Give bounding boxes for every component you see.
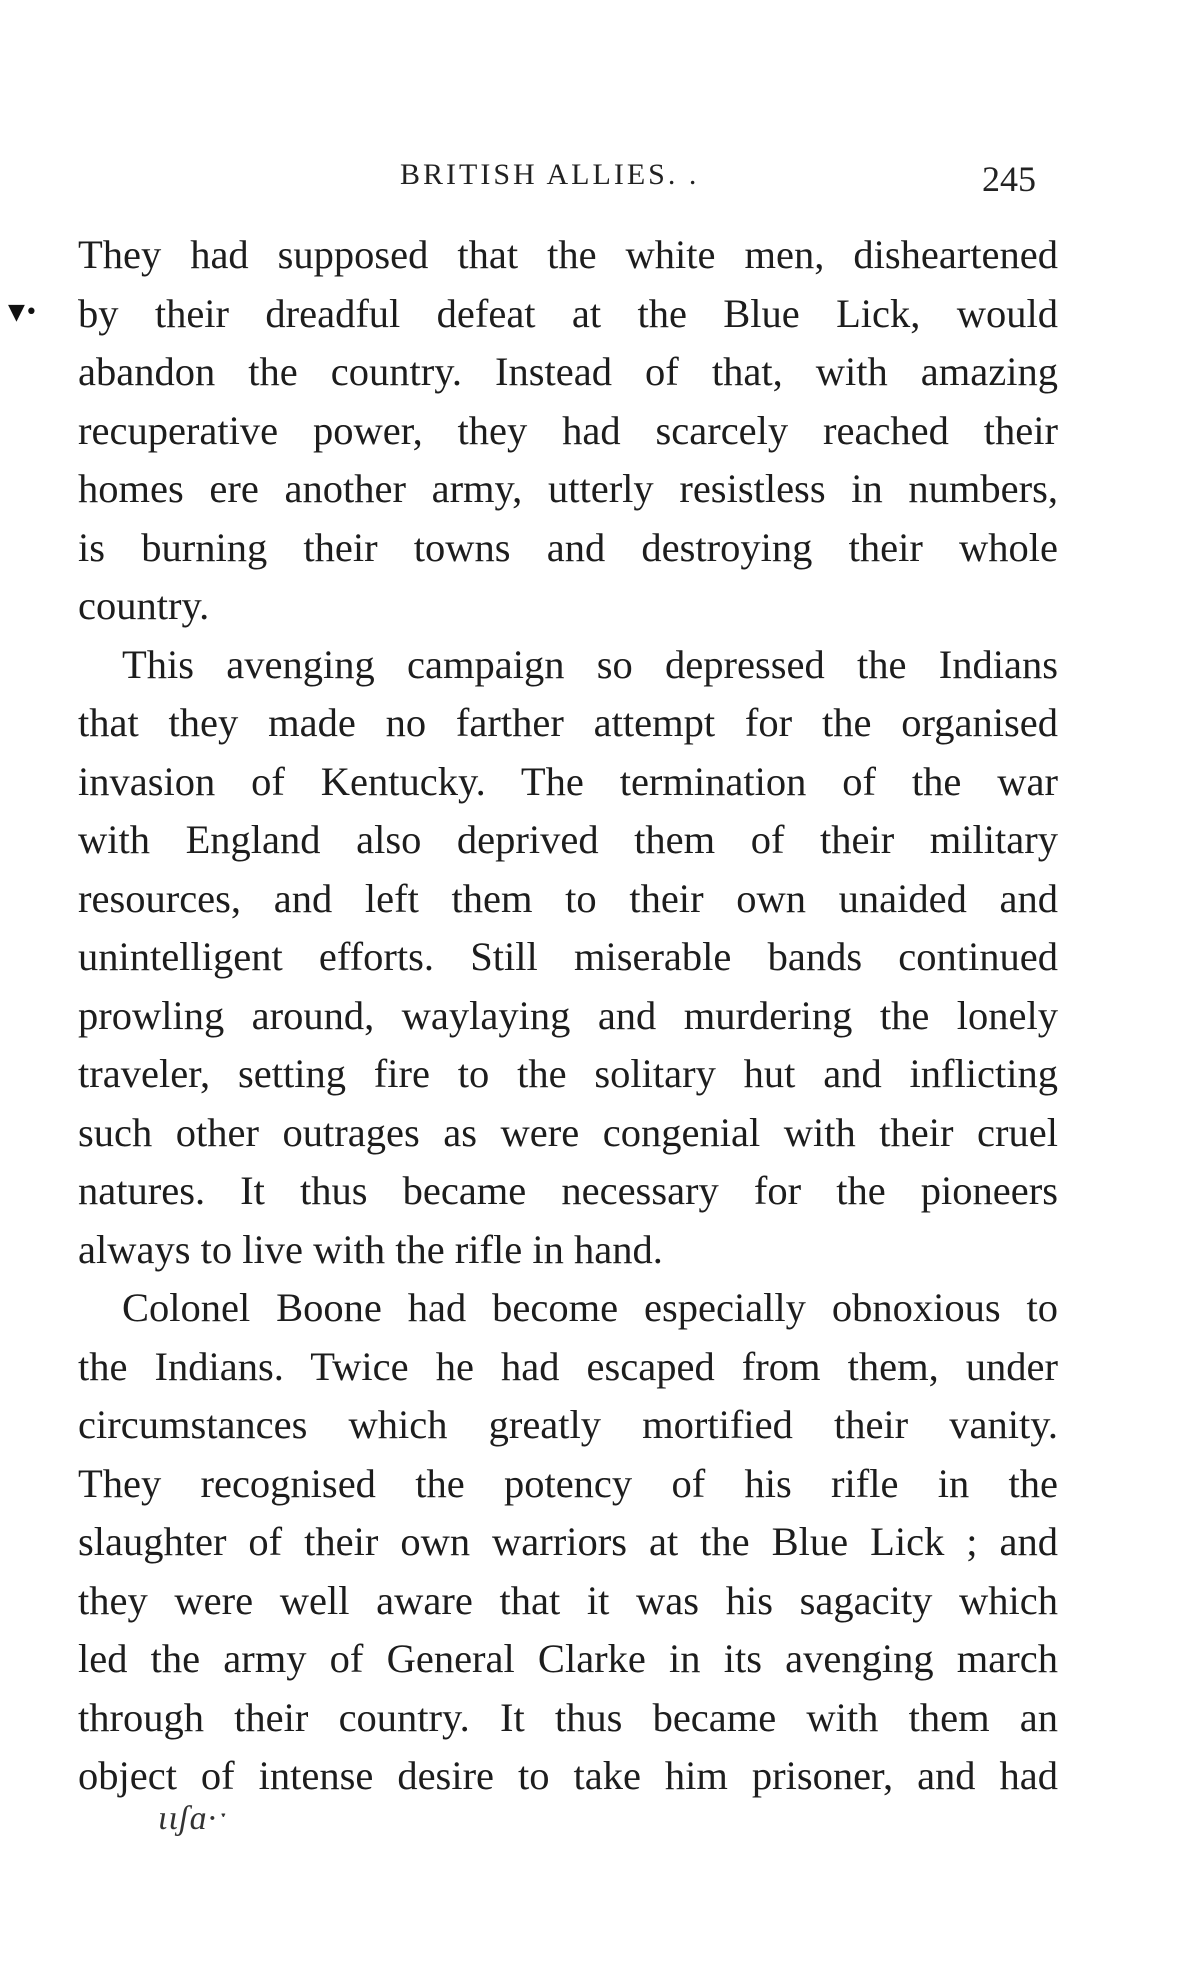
text-line: is burning their towns and destroying their whole	[78, 524, 1058, 570]
text-line: natures. It thus became necessary for the pioneers	[78, 1168, 1058, 1213]
paragraph-3	[78, 1279, 1058, 1806]
text-line: such other outrages as were congenial with their cruel	[78, 1109, 1058, 1155]
running-header	[78, 158, 1058, 208]
body-text	[78, 226, 1058, 1806]
running-title: BRITISH ALLIES. .	[400, 158, 700, 191]
text-line: homes ere another army, utterly resistless in numbers,	[78, 466, 1058, 511]
text-line: This avenging campaign so depressed the Indians	[122, 641, 1058, 687]
text-line: unintelligent efforts. Still miserable bands continued	[78, 934, 1058, 979]
text-line: that they made no farther attempt for the organised	[78, 700, 1058, 745]
text-line: object of intense desire to take him prisoner, and had	[78, 1753, 1058, 1798]
page-number: 245	[982, 159, 1036, 199]
text-line: always to live with the rifle in hand.	[78, 1226, 663, 1272]
text-line: the Indians. Twice he had escaped from them, under	[78, 1343, 1058, 1389]
text-line: by their dreadful defeat at the Blue Lick, would	[78, 290, 1058, 336]
text-line: circumstances which greatly mortified their vanity.	[78, 1402, 1058, 1447]
text-line: traveler, setting fire to the solitary hut and inflicting	[78, 1051, 1058, 1096]
text-line: they were well aware that it was his sagacity which	[78, 1577, 1058, 1623]
text-line: recuperative power, they had scarcely reached their	[78, 407, 1058, 453]
text-line: through their country. It thus became with them an	[78, 1694, 1058, 1740]
text-line: They recognised the potency of his rifle in the	[78, 1460, 1058, 1506]
text-line: abandon the country. Instead of that, with amazing	[78, 349, 1058, 394]
text-line: with England also deprived them of their military	[78, 817, 1058, 862]
text-line: country.	[78, 583, 210, 628]
text-line: They had supposed that the white men, disheartened	[78, 232, 1058, 277]
paragraph-1	[78, 226, 1058, 636]
text-line: slaughter of their own warriors at the Blue Lick ; and	[78, 1519, 1058, 1564]
text-line: invasion of Kentucky. The termination of the war	[78, 758, 1058, 804]
text-line: resources, and left them to their own unaided and	[78, 875, 1058, 921]
signature-mark: ɩɩʃɑ·ˑ	[158, 1800, 228, 1837]
text-line: led the army of General Clarke in its avenging march	[78, 1636, 1058, 1681]
text-line: prowling around, waylaying and murdering the lonely	[78, 992, 1058, 1038]
paragraph-2	[78, 636, 1058, 1280]
text-line: Colonel Boone had become especially obnoxious to	[122, 1285, 1058, 1330]
margin-ink-mark: ▼•	[8, 300, 38, 325]
